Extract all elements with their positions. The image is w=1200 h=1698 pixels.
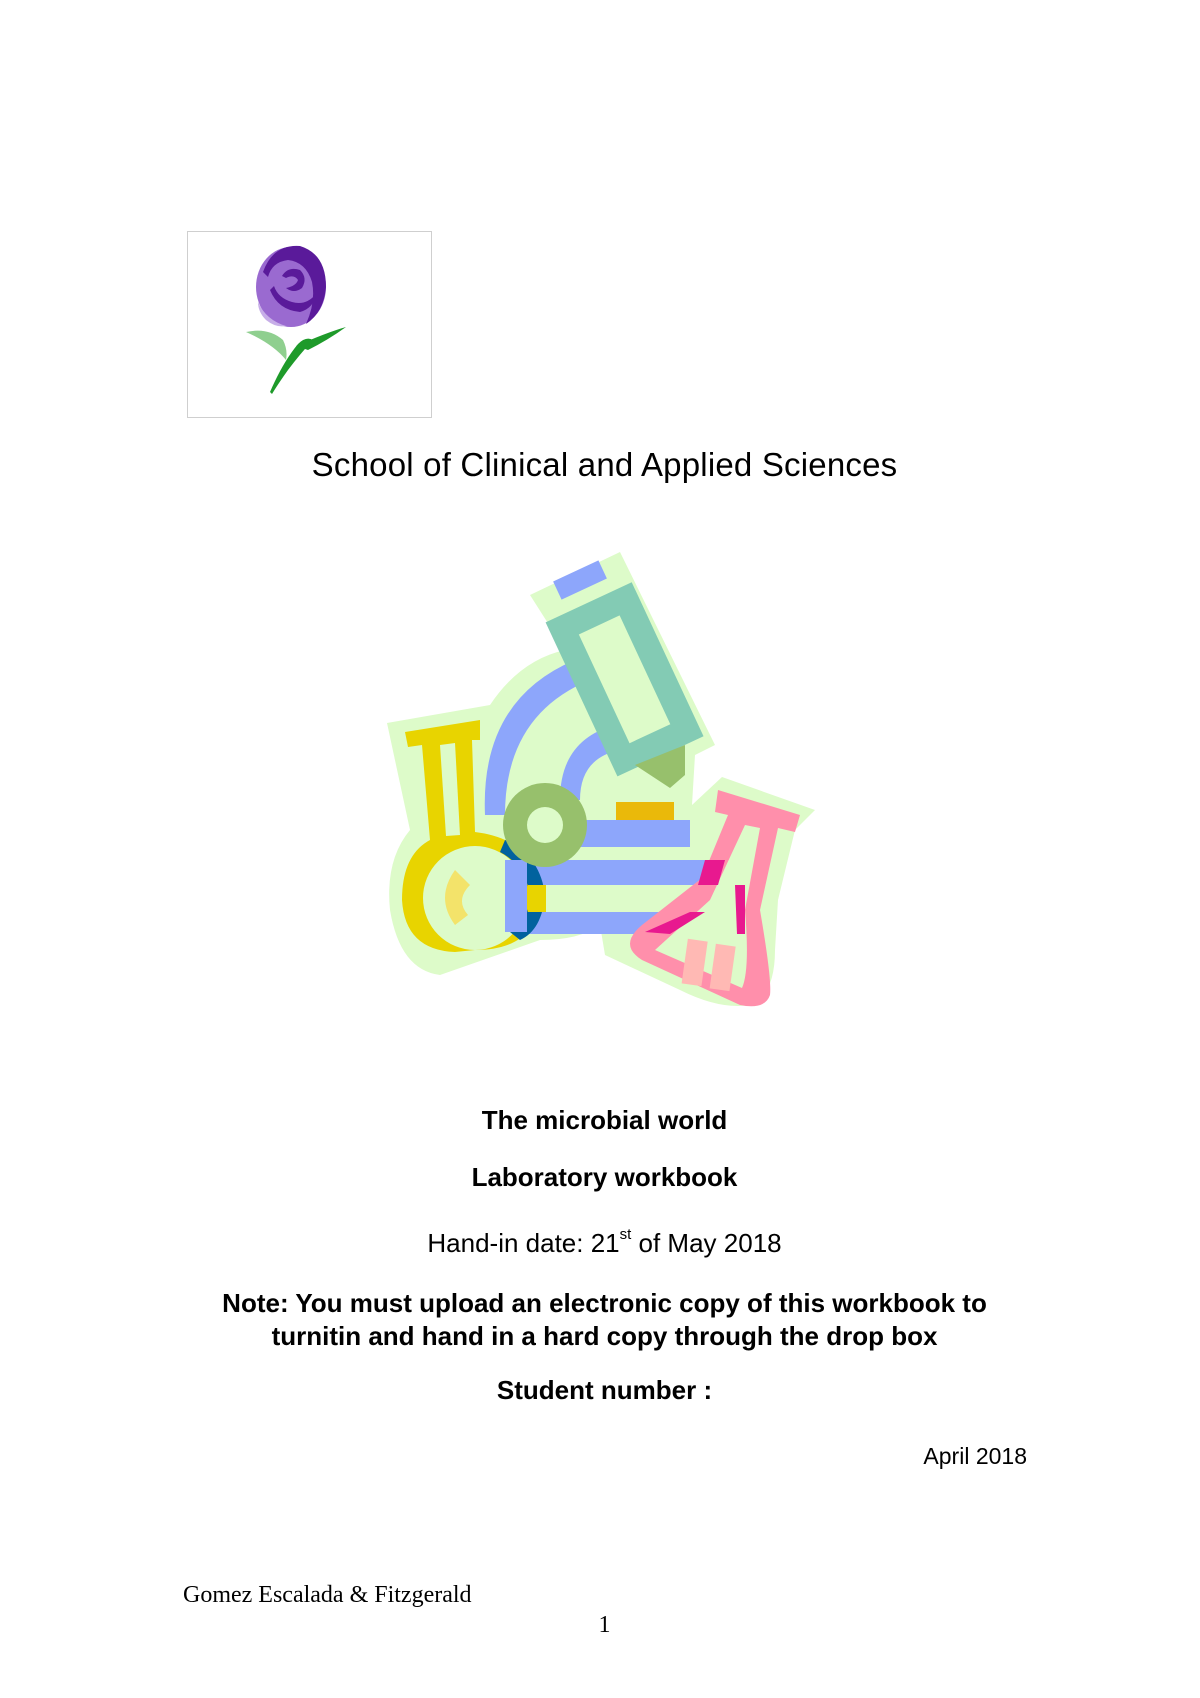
footer-authors: Gomez Escalada & Fitzgerald <box>183 1582 472 1608</box>
laboratory-illustration <box>380 540 840 1060</box>
submission-note <box>0 1287 1200 1353</box>
hand-in-date <box>0 1228 1200 1259</box>
document-date: April 2018 <box>923 1443 1027 1469</box>
page-number: 1 <box>598 1612 611 1638</box>
document-type-heading: Laboratory workbook <box>471 1162 738 1192</box>
school-name-heading: School of Clinical and Applied Sciences <box>311 446 898 483</box>
hand-in-date-suffix: of May 2018 <box>631 1228 782 1258</box>
student-number-label: Student number : <box>496 1375 713 1405</box>
course-title: The microbial world <box>481 1105 728 1135</box>
hand-in-date-prefix: Hand-in date: 21 <box>427 1228 620 1258</box>
hand-in-date-ordinal: st <box>619 1226 632 1243</box>
laboratory-microscope-flasks-icon <box>380 540 840 1060</box>
purple-rose-logo-icon <box>188 232 433 419</box>
school-logo <box>187 231 432 418</box>
submission-note-line-1: Note: You must upload an electronic copy of this workbook to <box>222 1288 987 1318</box>
submission-note-line-2: turnitin and hand in a hard copy through the drop box <box>271 1321 938 1351</box>
